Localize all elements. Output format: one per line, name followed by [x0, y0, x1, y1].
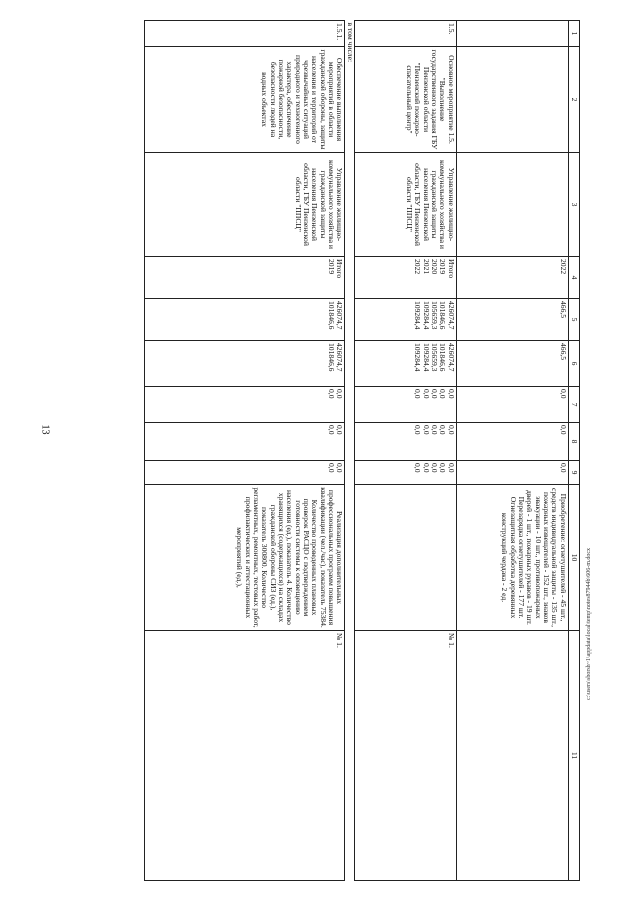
cell-name: Основное мероприятие 1.5. "Выполнение государственного задания ГБУ Пензенской области "Пензенский пожарно-спасательный центр": [354, 47, 456, 153]
amount-value: 0,0: [335, 389, 345, 399]
amount-value: 109284,4: [421, 343, 431, 372]
amount-value: 0,0: [438, 463, 448, 473]
amount-value: 0,0: [429, 389, 439, 399]
cell-result: [354, 485, 456, 631]
amount-value: 426074,7: [335, 343, 345, 372]
cell-federal: [145, 387, 345, 423]
amount-value: 101846,6: [438, 343, 448, 372]
table-row: [145, 21, 345, 881]
table-row: [354, 21, 456, 881]
amount-value: 0,0: [429, 425, 439, 435]
year-value: 2021: [421, 259, 431, 275]
cell-local: [456, 423, 568, 461]
cell-indicator: [456, 631, 568, 881]
year-value: Итого: [335, 259, 345, 279]
amount-value: 426074,7: [335, 301, 345, 330]
cell-name: [456, 47, 568, 153]
cell-num: 1.5.: [354, 21, 456, 47]
amount-value: 0,0: [438, 389, 448, 399]
col-num-3: 3: [568, 153, 579, 257]
year-value: 2022: [558, 259, 568, 275]
year-value: 2019: [326, 259, 336, 275]
cell-executor: [456, 153, 568, 257]
page-number: 13: [39, 424, 51, 435]
amount-value: 105659,3: [429, 343, 439, 372]
amount-value: 109284,4: [421, 301, 431, 330]
amount-value: 426074,7: [446, 343, 456, 372]
cell-other: [145, 461, 345, 485]
cell-num: 1.5.1.: [145, 21, 345, 47]
col-num-11: 11: [568, 631, 579, 881]
col-num-2: 2: [568, 47, 579, 153]
cell-local: [145, 423, 345, 461]
amount-value: 0,0: [446, 463, 456, 473]
column-number-row: [568, 21, 579, 881]
amount-value: 101846,6: [438, 301, 448, 330]
year-value: 2020: [429, 259, 439, 275]
amount-value: 109284,4: [413, 301, 423, 330]
amount-value: 0,0: [421, 389, 431, 399]
amount-value: 0,0: [446, 389, 456, 399]
cell-indicator: № 1.: [354, 631, 456, 881]
col-num-1: 1: [568, 21, 579, 47]
cell-federal: [456, 387, 568, 423]
amount-value: 0,0: [558, 389, 568, 399]
amount-value: 101846,6: [326, 343, 336, 372]
amount-value: 0,0: [413, 463, 423, 473]
col-num-9: 9: [568, 461, 579, 485]
cell-regional: [354, 341, 456, 387]
col-num-5: 5: [568, 299, 579, 341]
cell-name: Обеспечение выполнения мероприятий в области гражданской обороны, защиты населения и территорий от чрезвычайных ситуаций природного и техногенного характера, обеспечение пожарной безопасности, безопасности людей на водных объектах: [145, 47, 345, 153]
col-num-8: 8: [568, 423, 579, 461]
cell-total: [456, 299, 568, 341]
cell-other: [354, 461, 456, 485]
cell-executor: Управление жилищно-коммунального хозяйства и гражданской защиты населения Пензенской области, ГБУ Пензенской области "ППСЦ": [145, 153, 345, 257]
program-table: [144, 20, 580, 881]
cell-regional: [145, 341, 345, 387]
intro-row: [345, 21, 354, 881]
col-num-4: 4: [568, 257, 579, 299]
table-row: [456, 21, 568, 881]
amount-value: 0,0: [335, 425, 345, 435]
amount-value: 109284,4: [413, 343, 423, 372]
cell-executor: Управление жилищно-коммунального хозяйства и гражданской защиты населения Пензенской области, ГБУ Пензенской области "ППСЦ": [354, 153, 456, 257]
year-value: 2019: [438, 259, 448, 275]
intro-label: в том числе:: [345, 21, 354, 881]
cell-total: [354, 299, 456, 341]
cell-result: Реализация дополнительных профессиональных программ повышения квалификации (чел./час), показатель 75384. Количество проведенных плановых проверок РАСЦО с подтверждением готовности системы к оповещению населения (ед.), показатель 4. Количество хранящихся (содержащихся) на складах гражданской обороны СИЗ (ед.), показатель 300800. Количество регламентных, ремонтных, тестовых работ, профилактических и аттестационных мероприятий (ед.),: [145, 485, 345, 631]
amount-value: 0,0: [446, 425, 456, 435]
year-value: Итого: [446, 259, 456, 279]
amount-value: 0,0: [421, 425, 431, 435]
amount-value: 0,0: [326, 463, 336, 473]
cell-other: [456, 461, 568, 485]
cell-years: [456, 257, 568, 299]
amount-value: 0,0: [413, 389, 423, 399]
cell-federal: [354, 387, 456, 423]
cell-years: [145, 257, 345, 299]
amount-value: 426074,7: [446, 301, 456, 330]
cell-total: [145, 299, 345, 341]
amount-value: 0,0: [335, 463, 345, 473]
amount-value: 0,0: [429, 463, 439, 473]
cell-local: [354, 423, 456, 461]
amount-value: 0,0: [558, 463, 568, 473]
col-num-10: 10: [568, 485, 579, 631]
col-num-6: 6: [568, 341, 579, 387]
amount-value: 0,0: [421, 463, 431, 473]
cell-years: [354, 257, 456, 299]
amount-value: 466,5: [558, 301, 568, 319]
cell-result: Приобретение: огнетушителей - 45 шт., средств индивидуальной защиты - 135 шт., пожарных извещателей - 152 шт., знаков эвакуации - 10 шт., противопожарных дверей - 1 шт., пожарных рукавов - 19 шт. Перезарядка огнетушителей - 177 шт. Огнезащитная обработка деревянных конструкций чердака - 2 ед.: [456, 485, 568, 631]
amount-value: 101846,6: [326, 301, 336, 330]
amount-value: 0,0: [326, 389, 336, 399]
file-path-footer: c:\users\sborsh~1\appdata\local\temp\notes87944b\606-m.docx: [586, 547, 592, 700]
year-value: 2022: [413, 259, 423, 275]
amount-value: 466,5: [558, 343, 568, 361]
amount-value: 0,0: [438, 425, 448, 435]
amount-value: 0,0: [326, 425, 336, 435]
cell-num: [456, 21, 568, 47]
col-num-7: 7: [568, 387, 579, 423]
cell-regional: [456, 341, 568, 387]
cell-indicator: № 1.: [145, 631, 345, 881]
amount-value: 0,0: [413, 425, 423, 435]
amount-value: 105659,3: [429, 301, 439, 330]
rotated-table-page: [91, 20, 580, 880]
amount-value: 0,0: [558, 425, 568, 435]
